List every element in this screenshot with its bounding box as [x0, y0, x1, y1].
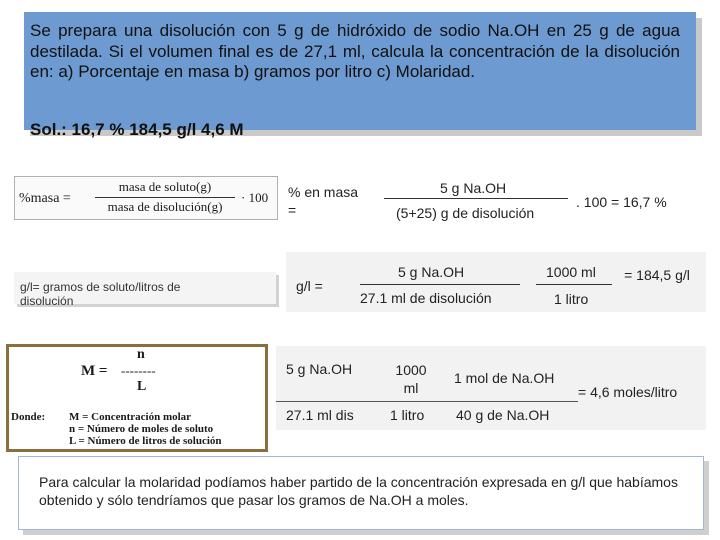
- molarity-lhs: M =: [81, 363, 108, 379]
- molarity-r2-c1: 27.1 ml dis: [286, 407, 354, 423]
- gl-fraction-bar: [360, 284, 520, 285]
- molarity-r1-c1: 5 g Na.OH: [286, 361, 353, 377]
- molarity-def-L: L = Número de litros de solución: [69, 435, 222, 447]
- gl-definition-box: [14, 272, 276, 308]
- percent-label-equals: =: [288, 202, 297, 218]
- solution-line: Sol.: 16,7 % 184,5 g/l 4,6 M: [30, 120, 244, 139]
- gl-label: g/l =: [296, 278, 323, 294]
- percent-formula: [14, 176, 278, 220]
- percent-formula-multiplier: · 100: [241, 190, 269, 205]
- problem-statement: Se prepara una disolución con 5 g de hidróxido de sodio Na.OH en 25 g de agua destilada. Si el volumen final es de 27,1 ml, calcula la concentración de la disolución en: a) Porcentaje en masa b) gramos por litro c) Molaridad.: [30, 21, 680, 81]
- molarity-r2-c3: 40 g de Na.OH: [456, 407, 550, 423]
- gl-factor-numerator: 1000 ml: [546, 264, 596, 280]
- percent-formula-lhs: %masa =: [19, 191, 71, 206]
- molarity-formula-box: [6, 344, 268, 452]
- percent-formula-bar: [95, 197, 235, 198]
- gl-factor-denominator: 1 litro: [554, 291, 589, 307]
- percent-formula-denominator: masa de disolución(g): [107, 199, 223, 214]
- percent-result: . 100 = 16,7 %: [576, 194, 667, 210]
- gl-definition: g/l= gramos de soluto/litros de disolución: [20, 280, 181, 308]
- percent-formula-numerator: masa de soluto(g): [118, 179, 212, 194]
- molarity-dashes: --------: [121, 363, 156, 378]
- gl-denominator: 27.1 ml de disolución: [360, 290, 492, 306]
- percent-denominator: (5+25) g de disolución: [396, 205, 535, 221]
- molarity-L: L: [137, 379, 147, 394]
- molarity-donde: Donde:: [11, 411, 46, 423]
- explanation-note: [18, 456, 704, 530]
- molarity-result: = 4,6 moles/litro: [578, 384, 678, 400]
- percent-label: % en masa: [288, 184, 359, 200]
- gl-numerator: 5 g Na.OH: [398, 264, 465, 280]
- molarity-def-n: n = Número de moles de soluto: [69, 423, 214, 435]
- molarity-r1-c2: 1000 ml: [395, 362, 427, 396]
- gl-result: = 184,5 g/l: [624, 267, 690, 283]
- molarity-r1-c3: 1 mol de Na.OH: [454, 370, 555, 386]
- percent-numerator: 5 g Na.OH: [440, 180, 507, 196]
- molarity-divider: [276, 401, 578, 402]
- molarity-def-M: M = Concentración molar: [69, 411, 192, 423]
- molarity-n: n: [137, 347, 145, 362]
- gl-factor-bar: [536, 284, 612, 285]
- molarity-r2-c2: 1 litro: [390, 407, 425, 423]
- percent-fraction-bar: [384, 198, 568, 199]
- explanation-text: Para calcular la molaridad podíamos haber partido de la concentración expresada en g/l que habíamos obtenido y sólo tendríamos que pasar los gramos de Na.OH a moles.: [39, 474, 678, 508]
